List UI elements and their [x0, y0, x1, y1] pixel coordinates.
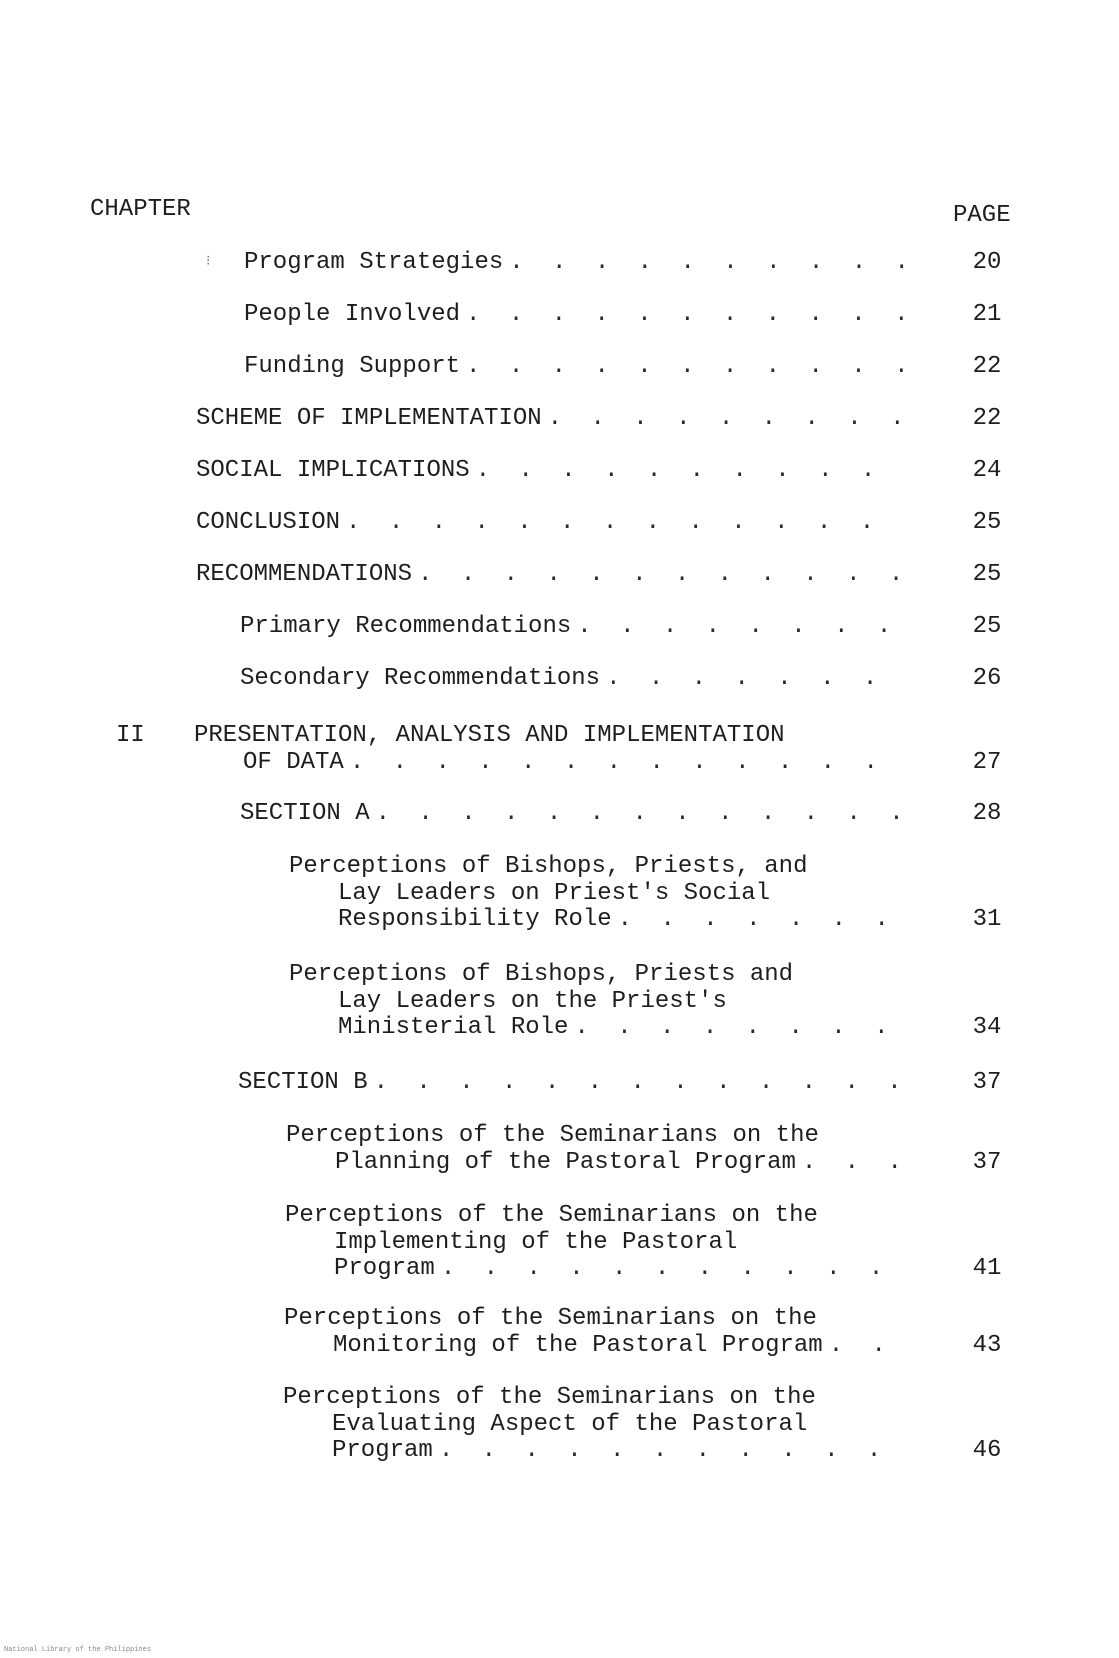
toc-title-line: Evaluating Aspect of the Pastoral [332, 1410, 808, 1438]
dot-leader [350, 750, 904, 777]
toc-entry-title [284, 1306, 904, 1359]
page-column-header: PAGE [953, 202, 1011, 229]
toc-page-number: 20 [972, 249, 1002, 276]
toc-entry-title [240, 801, 904, 828]
dot-leader [574, 1015, 904, 1042]
toc-title-line: Funding Support [244, 353, 461, 380]
toc-title-line: Perceptions of the Seminarians on the [285, 1202, 818, 1229]
toc-entry-title [244, 250, 904, 277]
toc-title-line: Perceptions of the Seminarians on the [286, 1122, 819, 1149]
toc-page-number: 22 [972, 405, 1002, 432]
toc-title-line: SECTION A [240, 800, 370, 827]
toc-entry-title [240, 614, 904, 641]
toc-entry-title [196, 562, 904, 589]
toc-title-line: Program [334, 1255, 435, 1282]
toc-title-line: SOCIAL IMPLICATIONS [196, 457, 470, 484]
toc-page-number: 25 [972, 613, 1002, 640]
toc-title-line: Lay Leaders on Priest's Social [338, 879, 771, 907]
toc-page-number: 25 [972, 561, 1002, 588]
toc-title-line: Lay Leaders on the Priest's [338, 987, 727, 1015]
footer-watermark: National Library of the Philippines [4, 1646, 152, 1654]
toc-page-number: 24 [972, 457, 1002, 484]
toc-title-line: CONCLUSION [196, 509, 341, 536]
dot-leader [418, 562, 904, 589]
dot-leader [439, 1438, 904, 1465]
toc-entry-title [194, 723, 904, 776]
toc-title-line: Program Strategies [244, 249, 504, 276]
dot-leader [466, 302, 904, 329]
toc-page-number: 43 [972, 1331, 1002, 1359]
dot-leader [829, 1333, 904, 1360]
toc-title-line: PRESENTATION, ANALYSIS AND IMPLEMENTATION [194, 722, 785, 749]
toc-entry-title [240, 666, 904, 693]
dot-leader [374, 1070, 904, 1097]
dot-leader [509, 250, 904, 277]
toc-entry-title [238, 1070, 904, 1097]
toc-entry-title [283, 1385, 904, 1465]
toc-page-number: 28 [972, 800, 1002, 827]
dot-leader [346, 510, 904, 537]
toc-chapter-number: II [116, 722, 145, 749]
dot-leader [618, 907, 904, 934]
toc-title-line: Primary Recommendations [240, 613, 572, 640]
toc-page-number: 37 [972, 1069, 1002, 1096]
toc-title-line: People Involved [244, 301, 461, 328]
toc-entry-title [289, 962, 904, 1042]
toc-page-number: 27 [972, 748, 1002, 776]
toc-title-line: Perceptions of the Seminarians on the [284, 1305, 817, 1332]
toc-title-line: Secondary Recommendations [240, 665, 601, 692]
toc-page-number: 31 [972, 906, 1002, 933]
toc-title-line: SCHEME OF IMPLEMENTATION [196, 405, 542, 432]
toc-entry-title [289, 854, 904, 934]
dot-leader [441, 1256, 904, 1283]
toc-entry-title [285, 1203, 904, 1283]
dot-leader [548, 406, 904, 433]
toc-title-line: RECOMMENDATIONS [196, 561, 413, 588]
toc-title-line: Planning of the Pastoral Program [335, 1148, 796, 1176]
toc-entry-title [196, 406, 904, 433]
toc-entry-title [244, 302, 904, 329]
dot-leader [802, 1150, 904, 1177]
toc-page-number: 46 [972, 1437, 1002, 1464]
toc-title-line: Ministerial Role [338, 1014, 569, 1041]
toc-page-number: 37 [972, 1148, 1002, 1176]
dot-leader [376, 801, 904, 828]
toc-title-line: OF DATA [243, 748, 344, 776]
chapter-column-header: CHAPTER [90, 196, 191, 223]
stray-mark: ⁝ [206, 254, 211, 270]
toc-page-number: 21 [972, 301, 1002, 328]
toc-page-number: 26 [972, 665, 1002, 692]
dot-leader [606, 666, 904, 693]
toc-page-number: 41 [972, 1255, 1002, 1282]
toc-entry-title [196, 510, 904, 537]
dot-leader [476, 458, 904, 485]
toc-page-number: 34 [972, 1014, 1002, 1041]
toc-entry-title [196, 458, 904, 485]
toc-title-line: Perceptions of Bishops, Priests, and [289, 853, 808, 880]
toc-entry-title [244, 354, 904, 381]
dot-leader [466, 354, 904, 381]
toc-title-line: SECTION B [238, 1069, 368, 1096]
toc-title-line: Monitoring of the Pastoral Program [333, 1331, 823, 1359]
toc-page-number: 22 [972, 353, 1002, 380]
toc-title-line: Perceptions of the Seminarians on the [283, 1384, 816, 1411]
toc-title-line: Implementing of the Pastoral [334, 1228, 738, 1256]
toc-title-line: Program [332, 1437, 433, 1464]
toc-entry-title [286, 1123, 904, 1176]
toc-page-number: 25 [972, 509, 1002, 536]
toc-title-line: Responsibility Role [338, 906, 612, 933]
toc-title-line: Perceptions of Bishops, Priests and [289, 961, 794, 988]
dot-leader [577, 614, 904, 641]
